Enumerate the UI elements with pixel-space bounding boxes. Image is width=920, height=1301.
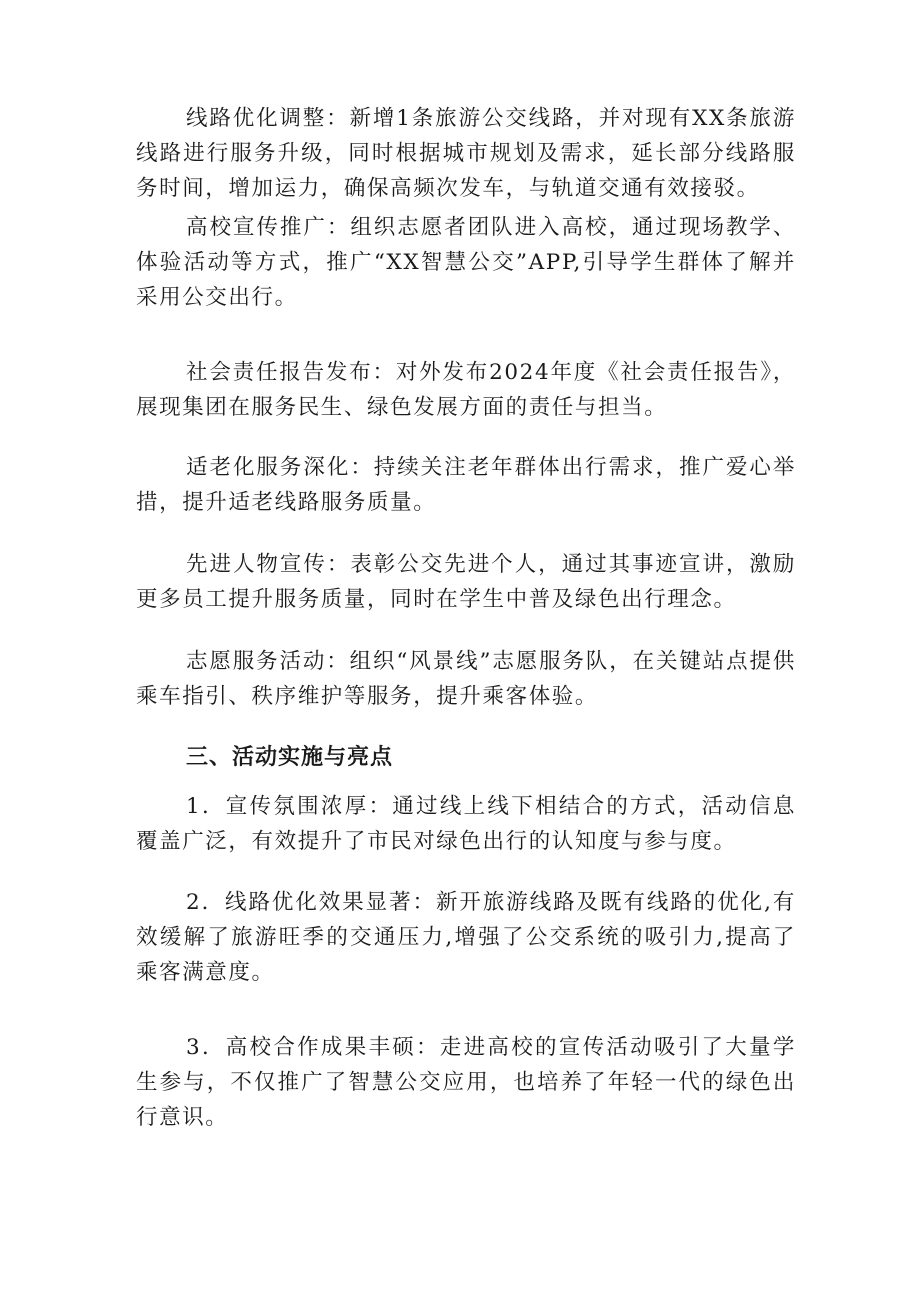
paragraph-role-model-publicity: 先进人物宣传：表彰公交先进个人，通过其事迹宣讲，激励更多员工提升服务质量，同时在学生中普及绿色出行理念。 (136, 552, 796, 612)
numbered-item-2: 2．线路优化效果显著：新开旅游线路及既有线路的优化,有效缓解了旅游旺季的交通压力,增强了公交系统的吸引力,提高了乘客满意度。 (136, 890, 796, 985)
paragraph-campus-promotion: 高校宣传推广：组织志愿者团队进入高校，通过现场教学、体验活动等方式，推广“XX智慧公交”APP,引导学生群体了解并采用公交出行。 (136, 215, 796, 310)
paragraph-route-optimization: 线路优化调整：新增1条旅游公交线路，并对现有XX条旅游线路进行服务升级，同时根据城市规划及需求，延长部分线路服务时间，增加运力，确保高频次发车，与轨道交通有效接驳。 (136, 106, 796, 201)
paragraph-elderly-service: 适老化服务深化：持续关注老年群体出行需求，推广爱心举措，提升适老线路服务质量。 (136, 455, 796, 515)
numbered-item-1: 1．宣传氛围浓厚：通过线上线下相结合的方式，活动信息覆盖广泛，有效提升了市民对绿色出行的认知度与参与度。 (136, 794, 796, 854)
numbered-item-3: 3．高校合作成果丰硕：走进高校的宣传活动吸引了大量学生参与，不仅推广了智慧公交应用，也培养了年轻一代的绿色出行意识。 (136, 1035, 796, 1130)
paragraph-social-responsibility-report: 社会责任报告发布：对外发布2024年度《社会责任报告》，展现集团在服务民生、绿色发展方面的责任与担当。 (136, 360, 796, 420)
paragraph-volunteer-service: 志愿服务活动：组织“风景线”志愿服务队，在关键站点提供乘车指引、秩序维护等服务，提升乘客体验。 (136, 649, 796, 709)
section-heading: 三、活动实施与亮点 (186, 745, 394, 770)
